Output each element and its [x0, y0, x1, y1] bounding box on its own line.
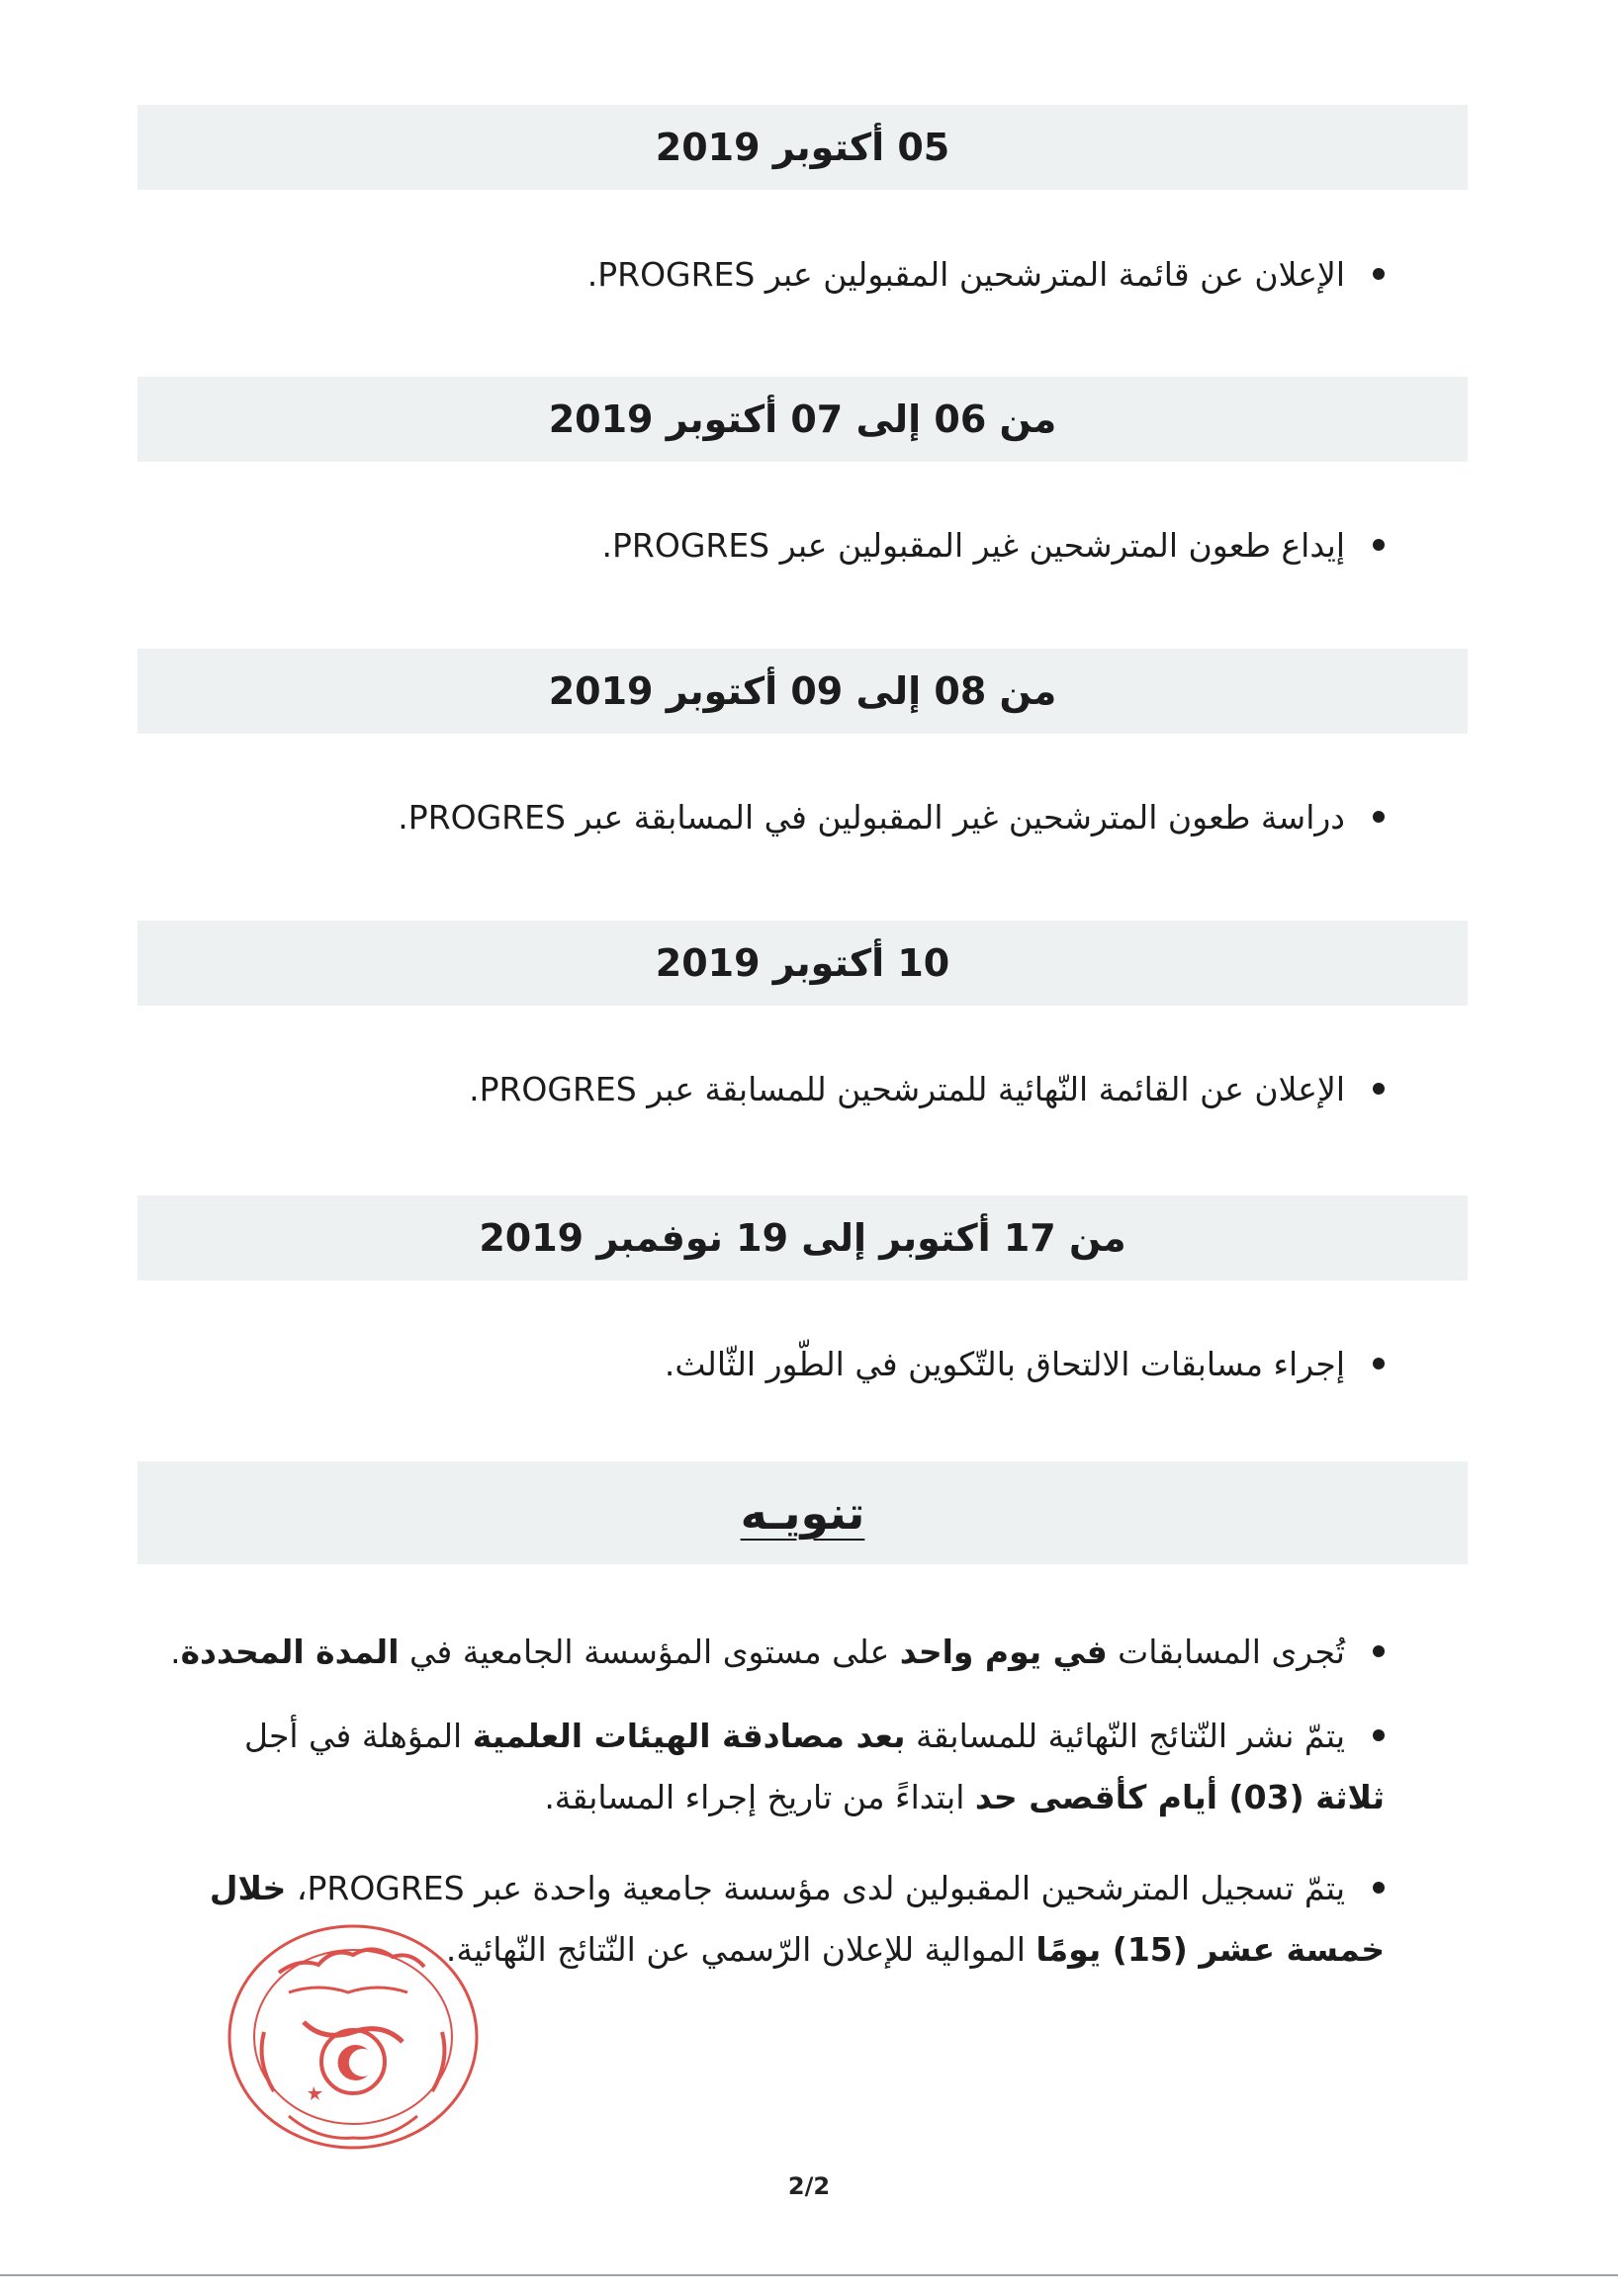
- date-header-text: من 17 أكتوبر إلى 19 نوفمبر 2019: [479, 1216, 1126, 1260]
- bullet-icon: [1373, 1083, 1385, 1095]
- schedule-item-text: إيداع طعون المترشحين غير المقبولين عبر PROGRES.: [601, 526, 1345, 565]
- note-item-2: [168, 1706, 1385, 1828]
- note-text: على مستوى المؤسسة الجامعية في: [399, 1633, 900, 1671]
- note-text: ابتداءً من تاريخ إجراء المسابقة.: [544, 1778, 975, 1816]
- date-header-1: [137, 105, 1468, 190]
- bullet-icon: [1373, 1645, 1385, 1657]
- date-header-text: من 08 إلى 09 أكتوبر 2019: [548, 669, 1057, 713]
- note-text: المؤهلة في أجل: [244, 1717, 473, 1755]
- date-header-3: [137, 649, 1468, 734]
- bullet-icon: [1373, 1882, 1385, 1894]
- schedule-item-4: [469, 1059, 1385, 1120]
- schedule-item-5: [665, 1334, 1385, 1395]
- note-text: تُجرى المسابقات: [1107, 1633, 1345, 1671]
- bullet-icon: [1373, 811, 1385, 823]
- bullet-icon: [1373, 539, 1385, 551]
- note-item-1: [168, 1622, 1385, 1683]
- note-emphasis: خلال خمسة عشر (15) يومًا: [209, 1869, 1385, 1969]
- note-emphasis: في يوم واحد: [899, 1633, 1108, 1671]
- schedule-item-text: دراسة طعون المترشحين غير المقبولين في المسابقة عبر PROGRES.: [398, 798, 1345, 837]
- note-emphasis: ثلاثة (03) أيام كأقصى حد: [974, 1778, 1385, 1816]
- note-text: يتمّ تسجيل المترشحين المقبولين لدى مؤسسة جامعية واحدة عبر PROGRES،: [286, 1869, 1345, 1907]
- date-header-2: [137, 377, 1468, 462]
- note-text: الموالية للإعلان الرّسمي عن النّتائج النّهائية.: [445, 1930, 1036, 1969]
- bullet-icon: [1373, 268, 1385, 280]
- schedule-item-1: [587, 244, 1385, 306]
- schedule-item-3: [398, 787, 1385, 848]
- note-header: [137, 1461, 1468, 1564]
- bullet-icon: [1373, 1729, 1385, 1741]
- note-text: يتمّ نشر النّتائج النّهائية للمسابقة: [905, 1717, 1345, 1755]
- page-number: 2/2: [787, 2172, 831, 2200]
- bullet-icon: [1373, 1358, 1385, 1369]
- note-emphasis: المدة المحددة: [180, 1633, 400, 1671]
- date-header-text: من 06 إلى 07 أكتوبر 2019: [548, 397, 1057, 441]
- date-header-text: 05 أكتوبر 2019: [655, 126, 950, 169]
- date-header-5: [137, 1195, 1468, 1280]
- note-emphasis: بعد مصادقة الهيئات العلمية: [472, 1717, 906, 1755]
- schedule-item-text: إجراء مسابقات الالتحاق بالتّكوين في الطّور الثّالث.: [664, 1345, 1345, 1383]
- schedule-item-text: الإعلان عن القائمة النّهائية للمترشحين للمسابقة عبر PROGRES.: [469, 1070, 1345, 1108]
- note-text: .: [170, 1633, 181, 1671]
- date-header-4: [137, 921, 1468, 1006]
- schedule-item-text: الإعلان عن قائمة المترشحين المقبولين عبر PROGRES.: [586, 255, 1345, 294]
- note-heading: تنويـه: [740, 1486, 865, 1540]
- bottom-divider: [0, 2274, 1618, 2276]
- official-stamp: [220, 1913, 487, 2161]
- date-header-text: 10 أكتوبر 2019: [655, 941, 950, 985]
- schedule-item-2: [602, 515, 1385, 576]
